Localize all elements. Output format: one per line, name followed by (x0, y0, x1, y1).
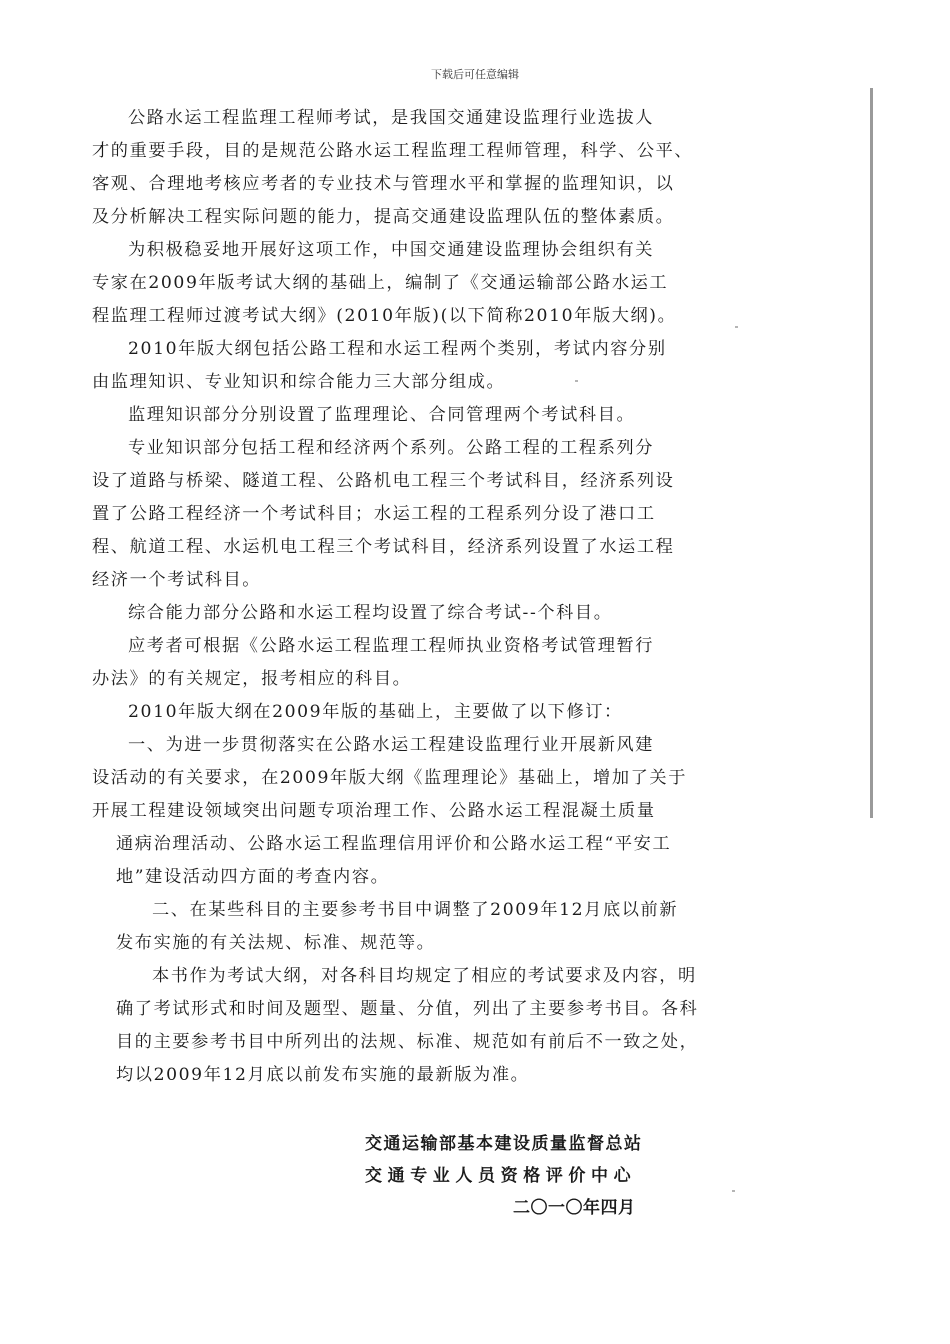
text-line: 置了公路工程经济一个考试科目；水运工程的工程系列分设了港口工 (92, 504, 656, 524)
text-line: 程监理工程师过渡考试大纲》(2010年版)(以下简称2010年版大纲)。 (92, 306, 677, 326)
text-line: 经济一个考试科目。 (92, 570, 262, 590)
text-line: 本书作为考试大纲，对各科目均规定了相应的考试要求及内容，明 (152, 966, 697, 986)
text-line: 地”建设活动四方面的考查内容。 (116, 867, 390, 887)
scan-speck (735, 326, 738, 328)
text-line: 为积极稳妥地开展好这项工作，中国交通建设监理协会组织有关 (128, 240, 655, 260)
text-line: 发布实施的有关法规、标准、规范等。 (116, 933, 436, 953)
text-line: 一、为进一步贯彻落实在公路水运工程建设监理行业开展新风建 (128, 735, 655, 755)
signature-org-secondary: 交通专业人员资格评价中心 (365, 1166, 637, 1186)
text-line: 才的重要手段，目的是规范公路水运工程监理工程师管理，科学、公平、 (92, 141, 694, 161)
text-line: 目的主要参考书目中所列出的法规、标准、规范如有前后不一致之处， (116, 1032, 699, 1052)
preface-body (92, 102, 699, 1092)
signature-date: 二〇一〇年四月 (513, 1198, 636, 1218)
text-line: 客观、合理地考核应考者的专业技术与管理水平和掌握的监理知识，以 (92, 174, 675, 194)
text-line: 办法》的有关规定，报考相应的科目。 (92, 669, 412, 689)
text-line: 设活动的有关要求，在2009年版大纲《监理理论》基础上，增加了关于 (92, 768, 687, 788)
text-line: 均以2009年12月底以前发布实施的最新版为准。 (116, 1065, 530, 1085)
signature-block (365, 1128, 665, 1224)
text-line: 设了道路与桥梁、隧道工程、公路机电工程三个考试科目，经济系列设 (92, 471, 675, 491)
text-line: 由监理知识、专业知识和综合能力三大部分组成。 (92, 372, 506, 392)
signature-org-primary: 交通运输部基本建设质量监督总站 (365, 1134, 643, 1154)
text-line: 二、在某些科目的主要参考书目中调整了2009年12月底以前新 (152, 900, 679, 920)
text-line: 专业知识部分包括工程和经济两个系列。公路工程的工程系列分 (128, 438, 655, 458)
text-line: 监理知识部分分别设置了监理理论、合同管理两个考试科目。 (128, 405, 636, 425)
page-header-note: 下载后可任意编辑 (431, 68, 519, 81)
text-line: 公路水运工程监理工程师考试，是我国交通建设监理行业选拔人 (128, 108, 655, 128)
text-line: 程、航道工程、水运机电工程三个考试科目，经济系列设置了水运工程 (92, 537, 675, 557)
text-line: 通病治理活动、公路水运工程监理信用评价和公路水运工程“平安工 (116, 834, 672, 854)
text-line: 应考者可根据《公路水运工程监理工程师执业资格考试管理暂行 (128, 636, 655, 656)
text-line: 2010年版大纲在2009年版的基础上，主要做了以下修订： (128, 702, 623, 722)
text-line: 确了考试形式和时间及题型、题量、分值，列出了主要参考书目。各科 (116, 999, 699, 1019)
text-line: 综合能力部分公路和水运工程均设置了综合考试--个科目。 (128, 603, 613, 623)
text-line: 2010年版大纲包括公路工程和水运工程两个类别，考试内容分别 (128, 339, 667, 359)
text-line: 及分析解决工程实际问题的能力，提高交通建设监理队伍的整体素质。 (92, 207, 675, 227)
scan-edge-line (870, 88, 873, 818)
text-line: 开展工程建设领域突出问题专项治理工作、公路水运工程混凝土质量 (92, 801, 656, 821)
text-line: 专家在2009年版考试大纲的基础上，编制了《交通运输部公路水运工 (92, 273, 669, 293)
scan-speck (732, 1190, 735, 1192)
